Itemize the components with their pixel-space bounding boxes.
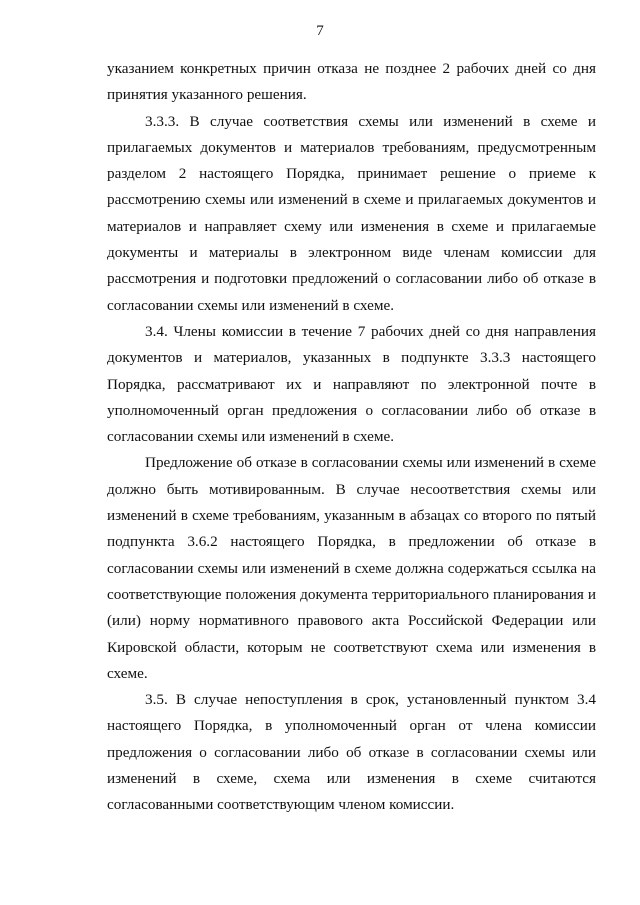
- paragraph-3-3-3: 3.3.3. В случае соответствия схемы или изменений в схеме и прилагаемых документов и материалов требованиям, предусмотренным разделом 2 настоящего Порядка, принимает решение о приеме к рассмотрению схемы или изменений в схеме и прилагаемых документов и материалов и направляет схему или изменения в схеме и прилагаемые документы и материалы в электронном виде членам комиссии для рассмотрения и подготовки предложений о согласовании либо об отказе в согласовании схемы или изменений в схеме.: [107, 112, 596, 314]
- paragraph-3-4: 3.4. Члены комиссии в течение 7 рабочих дней со дня направления документов и материалов, указанных в подпункте 3.3.3 настоящего Порядка, рассматривают их и направляют по электронной почте в уполномоченный орган предложения о согласовании либо об отказе в согласовании схемы или изменений в схеме.: [107, 322, 596, 446]
- paragraph-3-5: 3.5. В случае непоступления в срок, установленный пунктом 3.4 настоящего Порядка, в уполномоченный орган от члена комиссии предложения о согласовании либо об отказе в согласовании схемы или изменений в схеме, схема или изменения в схеме считаются согласованными соответствующим членом комиссии.: [107, 691, 596, 814]
- paragraph-continuation: указанием конкретных причин отказа не позднее 2 рабочих дней со дня принятия указанного решения.: [107, 60, 596, 104]
- paragraph-refusal-motivation: Предложение об отказе в согласовании схемы или изменений в схеме должно быть мотивированным. В случае несоответствия схемы или изменений в схеме требованиям, указанным в абзацах со второго по пятый подпункта 3.6.2 настоящего Порядка, в предложении об отказе в согласовании схемы или изменений в схеме должна содержаться ссылка на соответствующие положения документа территориального планирования и (или) норму нормативного правового акта Российской Федерации или Кировской области, которым не соответствуют схема или изменения в схеме.: [107, 454, 596, 682]
- document-body: [107, 56, 596, 819]
- page-number: 7: [316, 23, 324, 39]
